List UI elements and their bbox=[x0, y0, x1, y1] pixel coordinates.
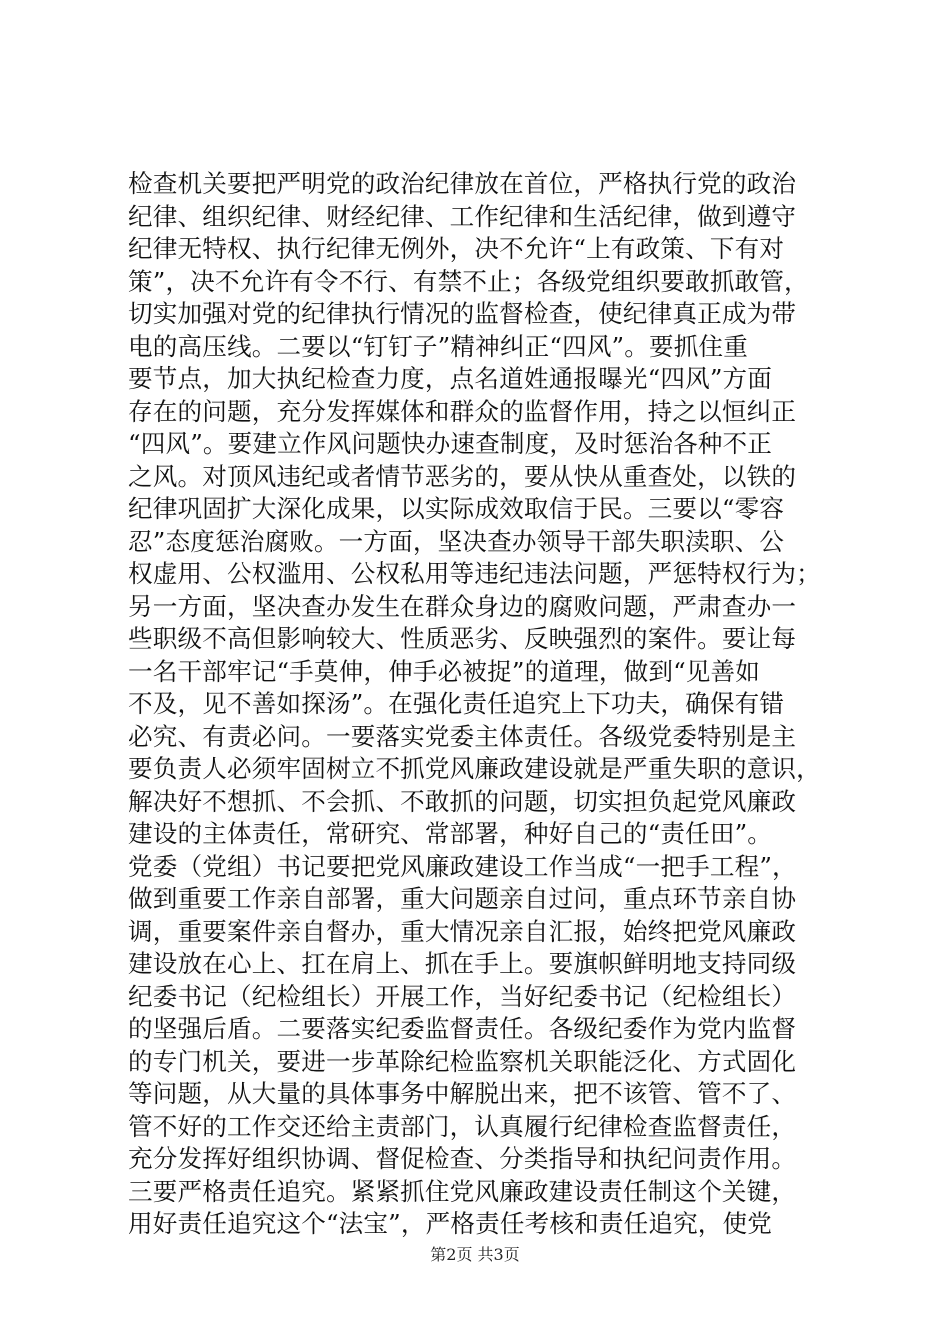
text-line: 做到重要工作亲自部署，重大问题亲自过问，重点环节亲自协 bbox=[128, 884, 797, 913]
text-line: 必究、有责必问。一要落实党委主体责任。各级党委特别是主 bbox=[128, 721, 797, 751]
text-line: 纪委书记（纪检组长）开展工作，当好纪委书记（纪检组长） bbox=[128, 981, 797, 1011]
text-line: 不及，见不善如探汤”。在强化责任追究上下功夫，确保有错 bbox=[128, 689, 785, 718]
text-line: 切实加强对党的纪律执行情况的监督检查，使纪律真正成为带 bbox=[128, 299, 797, 328]
text-line: 的专门机关，要进一步革除纪检监察机关职能泛化、方式固化 bbox=[128, 1046, 797, 1076]
text-line: 纪律无特权、执行纪律无例外，决不允许“上有政策、下有对 bbox=[128, 234, 785, 263]
text-line: 纪律巩固扩大深化成果，以实际成效取信于民。三要以“零容 bbox=[128, 494, 785, 523]
text-line: 等问题，从大量的具体事务中解脱出来，把不该管、管不了、 bbox=[128, 1079, 797, 1108]
text-line: 党委（党组）书记要把党风廉政建设工作当成“一把手工程”， bbox=[128, 851, 797, 881]
text-line: 电的高压线。二要以“钉钉子”精神纠正“四风”。要抓住重 bbox=[128, 331, 749, 361]
text-line: 权虚用、公权滥用、公权私用等违纪违法问题，严惩特权行为； bbox=[128, 559, 821, 588]
text-line: 之风。对顶风违纪或者情节恶劣的，要从快从重查处，以铁的 bbox=[128, 461, 797, 491]
text-line: 要负责人必须牢固树立不抓党风廉政建设就是严重失职的意识， bbox=[128, 754, 821, 783]
text-line: 另一方面，坚决查办发生在群众身边的腐败问题，严肃查办一 bbox=[128, 591, 797, 621]
text-line: 策”，决不允许有令不行、有禁不止；各级党组织要敢抓敢管， bbox=[128, 266, 809, 296]
text-line: 纪律、组织纪律、财经纪律、工作纪律和生活纪律，做到遵守 bbox=[128, 201, 797, 231]
text-line: “四风”。要建立作风问题快办速查制度，及时惩治各种不正 bbox=[128, 429, 773, 458]
text-line: 建设放在心上、扛在肩上、抓在手上。要旗帜鲜明地支持同级 bbox=[128, 949, 797, 978]
body-text bbox=[128, 168, 828, 1241]
text-line: 解决好不想抓、不会抓、不敢抓的问题，切实担负起党风廉政 bbox=[128, 786, 797, 816]
text-line: 的坚强后盾。二要落实纪委监督责任。各级纪委作为党内监督 bbox=[128, 1014, 797, 1043]
text-line: 用好责任追究这个“法宝”，严格责任考核和责任追究，使党 bbox=[128, 1209, 773, 1238]
text-line: 管不好的工作交还给主责部门，认真履行纪律检查监督责任， bbox=[128, 1111, 797, 1141]
text-line: 一名干部牢记“手莫伸，伸手必被捉”的道理，做到“见善如 bbox=[128, 656, 761, 686]
text-line: 充分发挥好组织协调、督促检查、分类指导和执纪问责作用。 bbox=[128, 1144, 797, 1173]
text-line: 要节点，加大执纪检查力度，点名道姓通报曝光“四风”方面 bbox=[128, 364, 773, 393]
text-line: 些职级不高但影响较大、性质恶劣、反映强烈的案件。要让每 bbox=[128, 624, 797, 653]
text-line: 调，重要案件亲自督办，重大情况亲自汇报，始终把党风廉政 bbox=[128, 916, 797, 946]
text-line: 存在的问题，充分发挥媒体和群众的监督作用，持之以恒纠正 bbox=[128, 396, 797, 426]
text-line: 三要严格责任追究。紧紧抓住党风廉政建设责任制这个关键， bbox=[128, 1176, 797, 1206]
text-line: 建设的主体责任，常研究、常部署，种好自己的“责任田”。 bbox=[128, 819, 773, 848]
text-line: 忍”态度惩治腐败。一方面，坚决查办领导干部失职渎职、公 bbox=[128, 526, 785, 556]
text-line: 检查机关要把严明党的政治纪律放在首位，严格执行党的政治 bbox=[128, 169, 797, 198]
page-footer: 第2页 共3页 bbox=[430, 1245, 520, 1264]
